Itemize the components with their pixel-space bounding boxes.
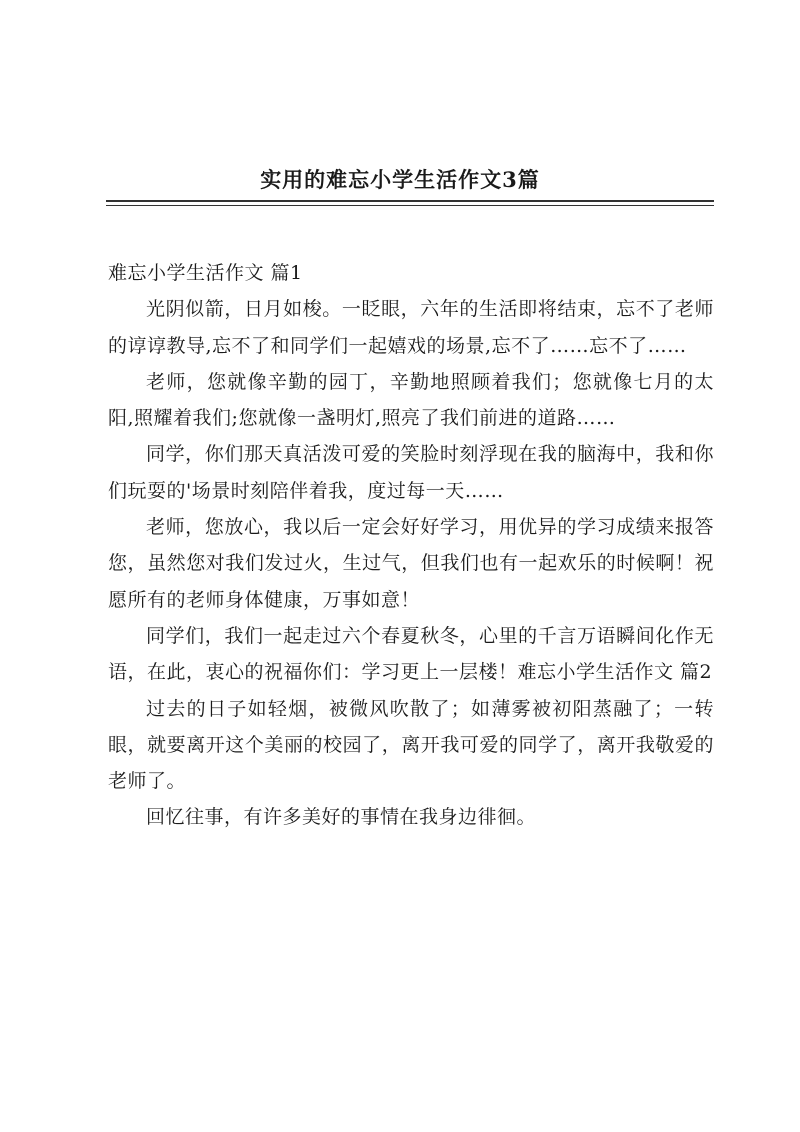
paragraph: 光阴似箭，日月如梭。一眨眼，六年的生活即将结束，忘不了老师的谆谆教导,忘不了和同学们一起嬉戏的场景,忘不了……忘不了……	[108, 298, 714, 357]
section-heading: 难忘小学生活作文 篇1	[108, 262, 303, 284]
document-body	[108, 255, 714, 836]
paragraph: 同学们，我们一起走过六个春夏秋冬，心里的千言万语瞬间化作无语，在此，衷心的祝福你们：学习更上一层楼！难忘小学生活作文 篇2	[108, 624, 714, 684]
document-title: 实用的难忘小学生活作文3篇	[260, 167, 540, 192]
paragraph: 老师，您放心，我以后一定会好好学习，用优异的学习成绩来报答您，虽然您对我们发过火，生过气，但我们也有一起欢乐的时候啊！祝愿所有的老师身体健康，万事如意！	[108, 516, 714, 611]
paragraph: 老师，您就像辛勤的园丁，辛勤地照顾着我们；您就像七月的太阳,照耀着我们;您就像一盏明灯,照亮了我们前进的道路……	[108, 370, 714, 430]
paragraph: 过去的日子如轻烟，被微风吹散了；如薄雾被初阳蒸融了；一转眼，就要离开这个美丽的校园了，离开我可爱的同学了，离开我敬爱的老师了。	[108, 697, 714, 793]
paragraph: 回忆往事，有许多美好的事情在我身边徘徊。	[146, 806, 537, 829]
title-divider-thick	[106, 200, 714, 202]
paragraph: 同学，你们那天真活泼可爱的笑脸时刻浮现在我的脑海中，我和你们玩耍的'场景时刻陪伴着我，度过每一天……	[108, 443, 714, 502]
title-divider-thin	[106, 205, 714, 206]
